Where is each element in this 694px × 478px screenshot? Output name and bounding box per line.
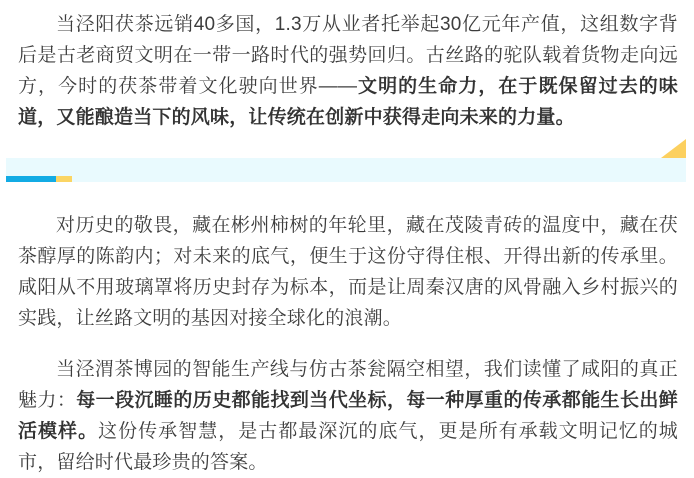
intro-text: 当泾阳茯茶远销40多国，1.3万从业者托举起30亿元年产值，这组数字背后是古老商贸文明在一带一路时代的强势回归。古丝路的驼队载着货物走向远方，今时的茯茶带着文化驶向世界—— <box>18 14 678 97</box>
history-text: 对历史的敬畏，藏在彬州柿树的年轮里，藏在茂陵青砖的温度中，藏在茯茶醇厚的陈韵内；对未来的底气，便生于这份守得住根、开得出新的传承里。咸阳从不用玻璃罩将历史封存为标本，而是让周秦汉唐的风骨融入乡村振兴的实践，让丝路文明的基因对接全球化的浪潮。 <box>18 215 678 329</box>
conclusion-tail-text: 这份传承智慧，是古都最深沉的底气，更是所有承载文明记忆的城市，留给时代最珍贵的答案。 <box>18 421 678 473</box>
corner-triangle-icon <box>661 139 686 158</box>
divider-accent-blue-bar <box>6 176 56 182</box>
conclusion-lead-text: 当泾渭茶博园的智能生产线与仿古茶瓮隔空相望，我们读懂了咸阳的真正魅力： <box>18 359 678 411</box>
paragraph-conclusion <box>18 354 678 478</box>
divider-band <box>6 158 686 182</box>
paragraph-intro <box>18 9 678 133</box>
divider-accent-yellow-bar <box>56 176 72 182</box>
section-divider <box>6 139 686 182</box>
conclusion-emphasis-text: 每一段沉睡的历史都能找到当代坐标，每一种厚重的传承都能生长出鲜活模样。 <box>18 390 679 442</box>
paragraph-history <box>18 210 678 334</box>
intro-emphasis-text: 文明的生命力，在于既保留过去的味道，又能酿造当下的风味，让传统在创新中获得走向未来的力量。 <box>18 76 678 128</box>
